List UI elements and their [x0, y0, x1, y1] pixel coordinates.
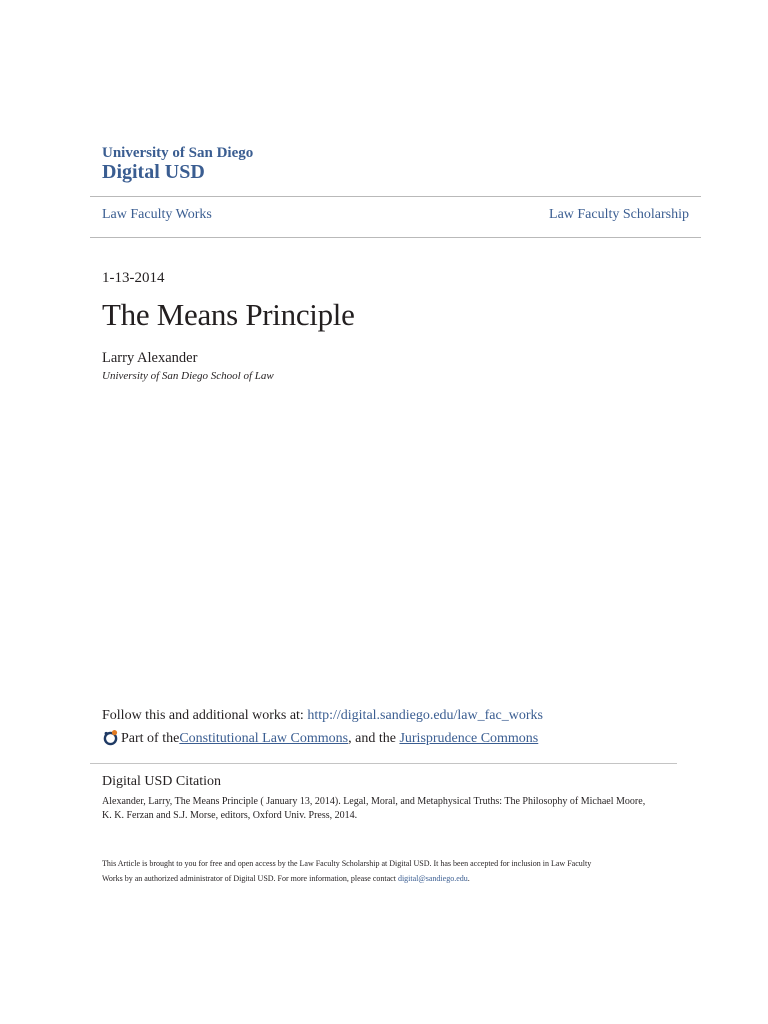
institution-name[interactable]: University of San Diego — [102, 145, 254, 161]
article-title: The Means Principle — [102, 297, 355, 332]
network-icon — [102, 729, 119, 746]
collection-url-link[interactable]: http://digital.sandiego.edu/law_fac_works — [307, 708, 543, 723]
follow-line — [102, 708, 543, 724]
notice-line-2-suffix: . — [467, 874, 470, 883]
follow-prefix: Follow this and additional works at: — [102, 708, 308, 723]
part-of-middle: , and the — [348, 731, 400, 746]
notice-line-2-prefix: Works by an authorized administrator of Digital USD. For more information, please contact — [102, 874, 398, 883]
notice-line-2 — [102, 871, 682, 886]
header-divider — [90, 196, 701, 197]
publication-date: 1-13-2014 — [102, 270, 165, 286]
nav-divider — [90, 237, 701, 238]
jurisprudence-commons-link[interactable]: Jurisprudence Commons — [399, 731, 539, 746]
citation-line-2: K. K. Ferzan and S.J. Morse, editors, Oxford Univ. Press, 2014. — [102, 810, 358, 821]
author-name: Larry Alexander — [102, 350, 198, 366]
citation-divider — [90, 763, 677, 764]
nav-link-law-faculty-works[interactable]: Law Faculty Works — [102, 207, 212, 222]
access-notice — [102, 856, 682, 886]
part-of-prefix: Part of the — [121, 731, 180, 746]
notice-line-1: This Article is brought to you for free and open access by the Law Faculty Scholarship at Digital USD. It has been accepted for inclusion in Law Faculty — [102, 859, 592, 868]
citation-heading: Digital USD Citation — [102, 774, 221, 789]
author-affiliation: University of San Diego School of Law — [102, 370, 274, 382]
repository-name[interactable]: Digital USD — [102, 161, 205, 183]
part-of-line — [102, 731, 538, 747]
citation-line-1: Alexander, Larry, The Means Principle ( January 13, 2014). Legal, Moral, and Metaphysical Truths: The Philosophy of Michael Moore, — [102, 796, 646, 807]
constitutional-law-commons-link[interactable]: Constitutional Law Commons — [179, 731, 349, 746]
nav-link-law-faculty-scholarship[interactable]: Law Faculty Scholarship — [549, 207, 689, 222]
citation-text — [102, 795, 682, 823]
contact-email-link[interactable]: digital@sandiego.edu — [397, 874, 468, 883]
